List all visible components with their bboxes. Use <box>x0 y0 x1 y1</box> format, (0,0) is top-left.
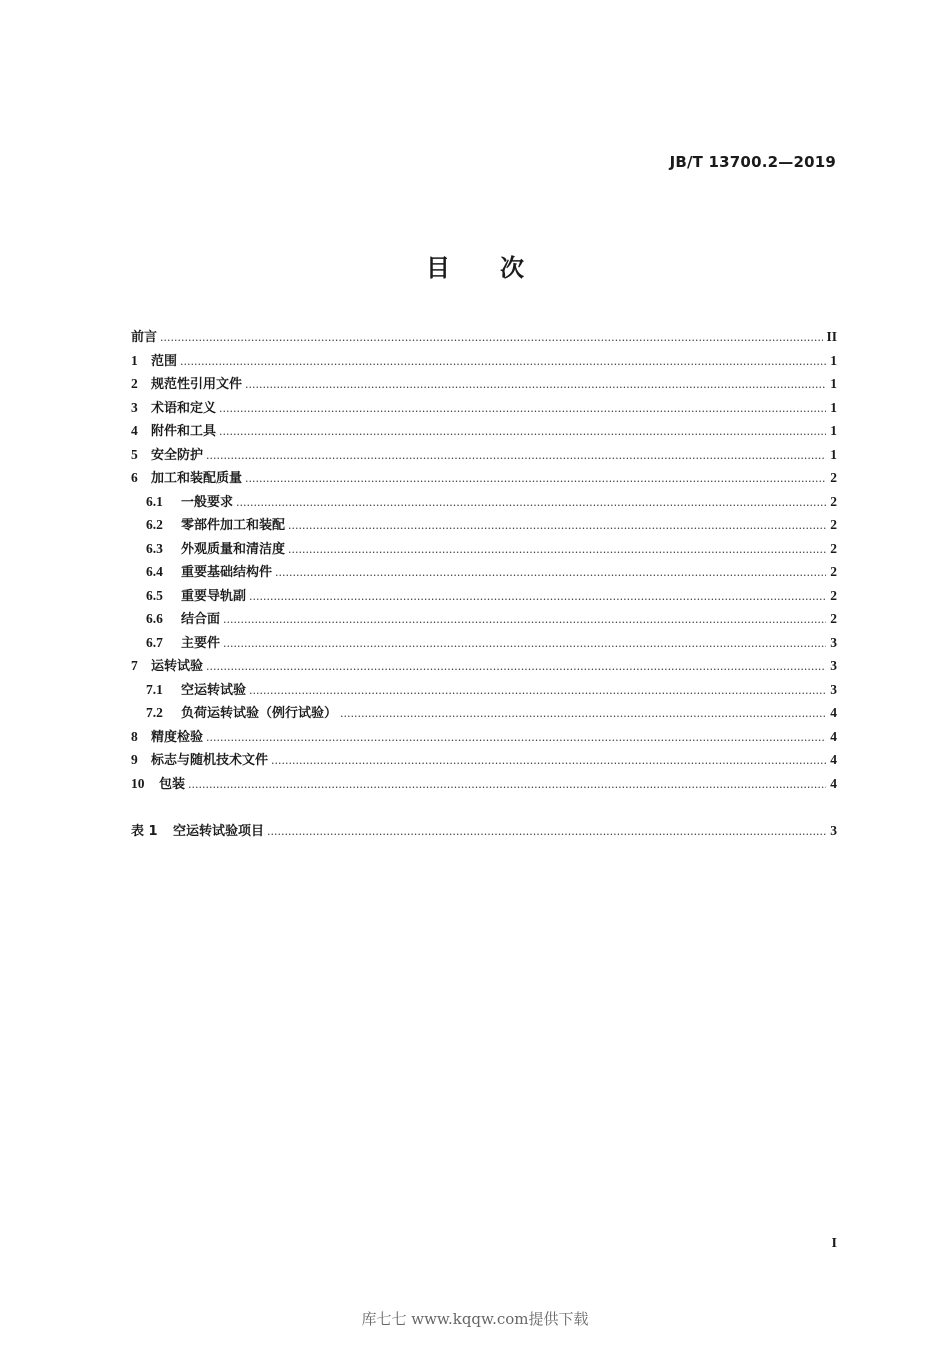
toc-entry-page: 1 <box>830 352 837 368</box>
toc-heading-right: 次 <box>500 254 524 282</box>
toc-entry-3[interactable] <box>131 396 837 420</box>
toc-entry-label: 附件和工具 <box>151 424 217 439</box>
toc-table-entry-1[interactable] <box>131 819 837 843</box>
dot-leader <box>206 655 826 679</box>
dot-leader <box>340 702 826 726</box>
toc-entry-7-2[interactable] <box>131 701 837 725</box>
dot-leader <box>288 538 826 562</box>
toc-entry-label: 主要件 <box>181 635 221 651</box>
dot-leader <box>245 373 826 397</box>
toc-entry-6-2[interactable] <box>131 513 837 537</box>
toc-entry-10[interactable] <box>131 772 837 796</box>
dot-leader <box>206 726 826 750</box>
toc-entry-page: 4 <box>830 705 837 720</box>
dot-leader <box>180 350 826 374</box>
toc-entry-7-1[interactable] <box>131 678 837 702</box>
toc-entry-number: 7 <box>131 658 138 673</box>
toc-entry-number: 6.2 <box>146 517 163 532</box>
toc-entry-label: 安全防护 <box>151 447 204 463</box>
toc-entry-number: 5 <box>131 446 138 462</box>
toc-entry-number: 6.1 <box>146 493 163 509</box>
toc-table-number: 表 1 <box>131 824 158 839</box>
toc-entry-page: 2 <box>830 470 837 485</box>
toc-entry-number: 10 <box>131 775 145 791</box>
dot-leader <box>245 467 826 491</box>
toc-entry-label: 精度检验 <box>151 729 204 745</box>
toc-entry-label: 外观质量和清洁度 <box>181 541 286 557</box>
toc-entry-label: 一般要求 <box>181 494 234 510</box>
dot-leader <box>223 608 826 632</box>
toc-entry-label: 前言 <box>131 330 158 345</box>
toc-entry-6-1[interactable] <box>131 490 837 514</box>
toc-entry-number: 7.2 <box>146 705 163 720</box>
toc-entry-label: 加工和装配质量 <box>151 471 243 486</box>
toc-entry-page: 2 <box>830 564 837 579</box>
toc-entry-label: 运转试验 <box>151 659 204 674</box>
toc-entry-6-3[interactable] <box>131 537 837 561</box>
toc-entry-number: 3 <box>131 399 138 415</box>
toc-entry-label: 术语和定义 <box>151 400 217 416</box>
toc-entry-label: 规范性引用文件 <box>151 377 243 392</box>
toc-entry-number: 6.5 <box>146 587 163 603</box>
dot-leader <box>219 397 826 421</box>
toc-entry-label: 标志与随机技术文件 <box>151 753 269 768</box>
toc-entry-label: 范围 <box>151 353 178 369</box>
toc-table-label: 空运转试验项目 <box>173 824 265 839</box>
toc-entry-2[interactable] <box>131 372 837 396</box>
toc-entry-foreword[interactable] <box>131 325 837 349</box>
toc-entry-label: 包装 <box>159 776 186 792</box>
dot-leader <box>206 444 826 468</box>
toc-entry-7[interactable] <box>131 654 837 678</box>
toc-entry-number: 4 <box>131 423 138 438</box>
toc-entry-label: 结合面 <box>181 612 221 627</box>
toc-entry-5[interactable] <box>131 443 837 467</box>
toc-entry-number: 8 <box>131 728 138 744</box>
toc-entry-page: 2 <box>830 493 837 509</box>
toc-entry-page: 1 <box>830 376 837 391</box>
dot-leader <box>219 420 826 444</box>
toc-entry-8[interactable] <box>131 725 837 749</box>
toc-entry-page: 1 <box>830 423 837 438</box>
table-of-contents <box>131 325 837 843</box>
toc-entry-number: 6.7 <box>146 634 163 650</box>
toc-entry-6-7[interactable] <box>131 631 837 655</box>
download-watermark: 库七七 www.kqqw.com提供下载 <box>361 1310 589 1328</box>
toc-entry-page: 4 <box>830 752 837 767</box>
toc-table-page: 3 <box>830 823 837 838</box>
dot-leader <box>275 561 826 585</box>
toc-entry-number: 6.6 <box>146 611 163 626</box>
toc-entry-page: 2 <box>830 517 837 532</box>
toc-entry-page: 2 <box>830 587 837 603</box>
dot-leader <box>188 773 826 797</box>
toc-entry-6-5[interactable] <box>131 584 837 608</box>
dot-leader <box>288 514 826 538</box>
toc-entry-4[interactable] <box>131 419 837 443</box>
toc-entry-page: 4 <box>830 775 837 791</box>
dot-leader <box>249 679 826 703</box>
toc-heading <box>0 248 950 283</box>
toc-entry-number: 7.1 <box>146 681 163 697</box>
toc-entry-number: 9 <box>131 752 138 767</box>
toc-entry-page: 2 <box>830 540 837 556</box>
toc-entry-6[interactable] <box>131 466 837 490</box>
toc-entry-9[interactable] <box>131 748 837 772</box>
dot-leader <box>271 749 826 773</box>
dot-leader <box>223 632 826 656</box>
dot-leader <box>267 820 826 844</box>
toc-entry-number: 6 <box>131 470 138 485</box>
toc-entry-number: 1 <box>131 352 138 368</box>
toc-entry-page: 3 <box>830 658 837 673</box>
toc-entry-label: 重要导轨副 <box>181 588 247 604</box>
page-number: I <box>831 1236 837 1251</box>
toc-entry-page: 1 <box>830 446 837 462</box>
toc-entry-1[interactable] <box>131 349 837 373</box>
toc-entry-page: II <box>826 329 837 344</box>
toc-entry-label: 负荷运转试验（例行试验） <box>181 706 338 721</box>
toc-entry-page: 3 <box>830 681 837 697</box>
dot-leader <box>236 491 826 515</box>
toc-entry-number: 2 <box>131 376 138 391</box>
toc-heading-left: 目 <box>426 254 450 282</box>
toc-entry-label: 空运转试验 <box>181 682 247 698</box>
toc-entry-6-6[interactable] <box>131 607 837 631</box>
toc-entry-number: 6.4 <box>146 564 163 579</box>
toc-entry-page: 2 <box>830 611 837 626</box>
toc-entry-label: 零部件加工和装配 <box>181 518 286 533</box>
toc-entry-label: 重要基础结构件 <box>181 565 273 580</box>
toc-entry-number: 6.3 <box>146 540 163 556</box>
document-code: JB/T 13700.2—2019 <box>669 153 836 171</box>
toc-entry-6-4[interactable] <box>131 560 837 584</box>
toc-entry-page: 1 <box>830 399 837 415</box>
toc-entry-page: 3 <box>830 634 837 650</box>
dot-leader <box>160 326 823 350</box>
toc-entry-page: 4 <box>830 728 837 744</box>
dot-leader <box>249 585 826 609</box>
